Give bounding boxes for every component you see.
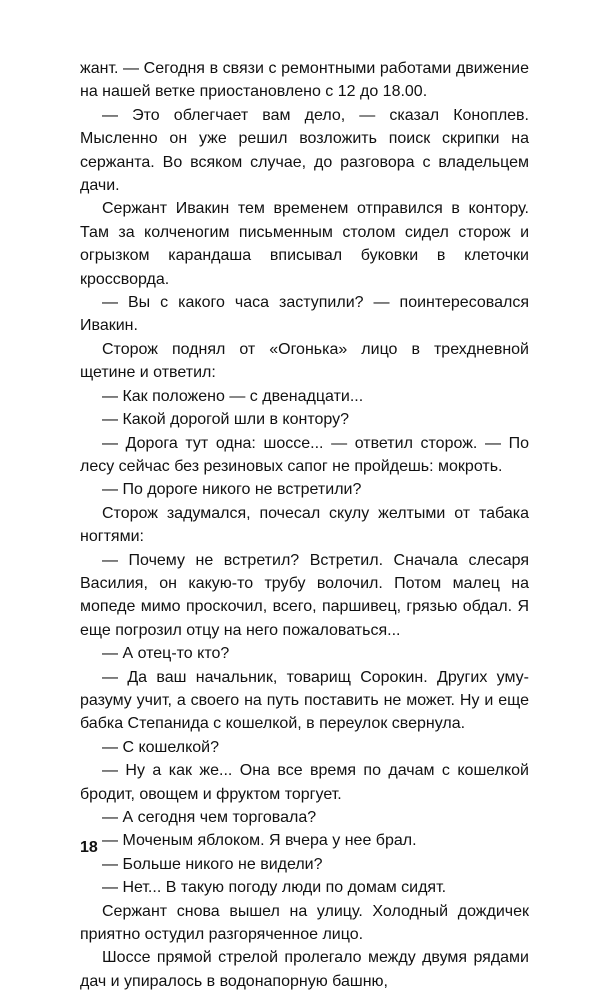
paragraph-4: — Вы с какого часа заступили? — поинтересовался Ивакин. xyxy=(80,294,529,335)
paragraph-14: — С кошелкой? xyxy=(102,738,219,756)
page-number: 18 xyxy=(80,839,98,856)
book-page-text xyxy=(80,57,529,993)
paragraph-18: — Больше никого не видели? xyxy=(102,855,323,873)
paragraph-17: — Моченым яблоком. Я вчера у нее брал. xyxy=(102,832,417,850)
paragraph-10: Сторож задумался, почесал скулу желтыми от табака ногтями: xyxy=(80,504,529,546)
paragraph-13: — Да ваш начальник, товарищ Сорокин. Других уму-разуму учит, а своего на путь поставить не может. Ну и еще бабка Степанида с кошелкой, в переулок свернула. xyxy=(80,668,529,733)
paragraph-1: жант. — Сегодня в связи с ремонтными работами движение на нашей ветке приостановлено с 12 до 18.00. xyxy=(80,60,529,101)
paragraph-11: — Почему не встретил? Встретил. Сначала слесаря Василия, он какую-то трубу волочил. Потом малец на мопеде мимо проскочил, всего, паршивец, грязью обдал. Я еще погрозил отцу на него пожаловаться... xyxy=(80,551,529,639)
paragraph-6: — Как положено — с двенадцати... xyxy=(102,387,364,405)
paragraph-8: — Дорога тут одна: шоссе... — ответил сторож. — По лесу сейчас без резиновых сапог не пройдешь: мокроть. xyxy=(80,434,529,475)
paragraph-15: — Ну а как же... Она все время по дачам с кошелкой бродит, овощем и фруктом торгует. xyxy=(80,762,529,803)
paragraph-20: Сержант снова вышел на улицу. Холодный дождичек приятно остудил разгоряченное лицо. xyxy=(80,902,529,944)
paragraph-16: — А сегодня чем торговала? xyxy=(102,809,317,826)
paragraph-12: — А отец-то кто? xyxy=(102,645,230,663)
paragraph-21: Шоссе прямой стрелой пролегало между двумя рядами дач и упиралось в водонапорную башню, xyxy=(80,949,529,990)
paragraph-2: — Это облегчает вам дело, — сказал Коноплев. Мысленно он уже решил возложить поиск скрипки на сержанта. Во всяком случае, до разговора с владельцем дачи. xyxy=(80,106,529,195)
paragraph-19: — Нет... В такую погоду люди по домам сидят. xyxy=(102,879,447,897)
paragraph-5: Сторож поднял от «Огонька» лицо в трехдневной щетине и ответил: xyxy=(80,340,529,382)
paragraph-9: — По дороге никого не встретили? xyxy=(102,481,362,499)
paragraph-3: Сержант Ивакин тем временем отправился в контору. Там за колченогим письменным столом сидел сторож и огрызком карандаша вписывал буковки в клеточки кроссворда. xyxy=(80,200,529,288)
paragraph-7: — Какой дорогой шли в контору? xyxy=(102,411,349,429)
